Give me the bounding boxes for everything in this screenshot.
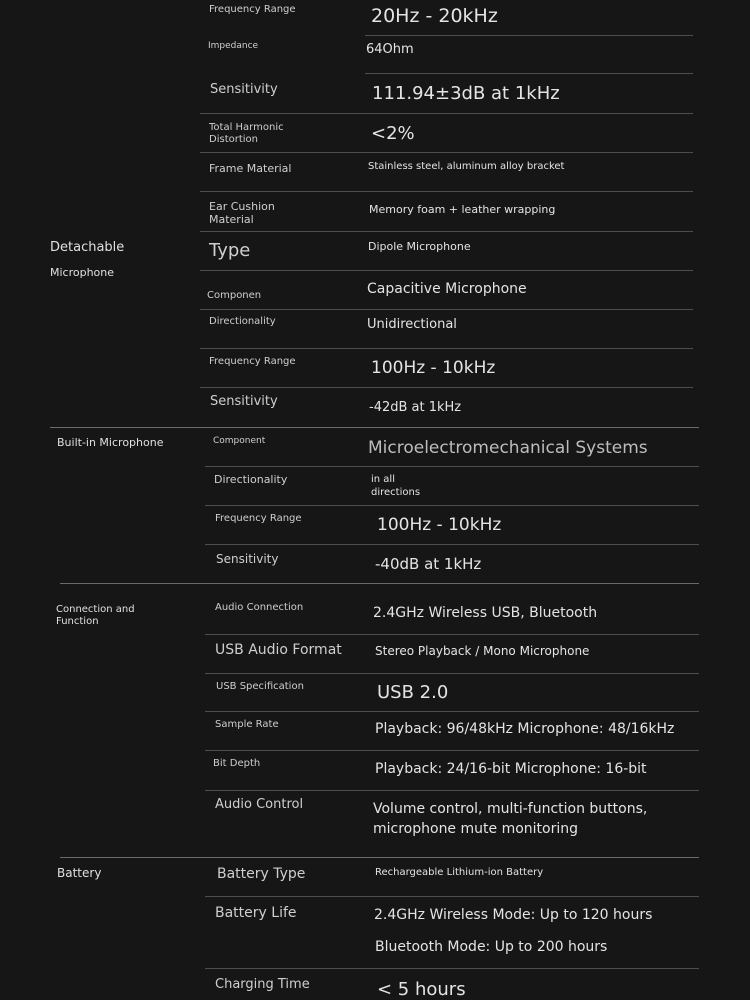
label-ear-cushion-line2: Material xyxy=(209,213,254,226)
row-divider xyxy=(365,35,693,36)
label-bm-directionality: Directionality xyxy=(214,473,288,486)
value-usb-audio-format: Stereo Playback / Mono Microphone xyxy=(375,644,590,658)
section-built-in-microphone: Built-in Microphone xyxy=(57,436,164,449)
section-detachable-microphone-line1: Detachable xyxy=(50,240,125,255)
section-divider xyxy=(50,427,699,428)
row-divider xyxy=(200,152,693,153)
value-bm-component: Microelectromechanical Systems xyxy=(368,438,648,458)
label-battery-type: Battery Type xyxy=(217,866,306,882)
value-bm-frequency-range: 100Hz - 10kHz xyxy=(377,515,502,535)
row-divider xyxy=(205,896,699,897)
value-ear-cushion: Memory foam + leather wrapping xyxy=(369,203,556,216)
value-charging-time: < 5 hours xyxy=(377,979,466,1000)
section-divider xyxy=(60,857,699,858)
label-dm-directionality: Directionality xyxy=(209,316,276,327)
row-divider xyxy=(200,191,693,192)
row-divider xyxy=(205,466,699,467)
label-bm-sensitivity: Sensitivity xyxy=(216,552,279,566)
value-bm-directionality-line1: in all xyxy=(371,474,395,485)
value-dm-frequency-range: 100Hz - 10kHz xyxy=(371,358,496,378)
row-divider xyxy=(200,348,693,349)
label-sample-rate: Sample Rate xyxy=(215,719,279,730)
value-thd: <2% xyxy=(371,123,415,144)
label-battery-life: Battery Life xyxy=(215,905,297,921)
value-audio-control-line1: Volume control, multi-function buttons, xyxy=(373,801,648,817)
value-bm-sensitivity: -40dB at 1kHz xyxy=(375,555,482,573)
value-sensitivity: 111.94±3dB at 1kHz xyxy=(372,83,560,104)
row-divider xyxy=(205,673,699,674)
row-divider xyxy=(205,790,699,791)
row-divider xyxy=(205,544,699,545)
value-bit-depth: Playback: 24/16-bit Microphone: 16-bit xyxy=(375,761,647,777)
label-audio-control: Audio Control xyxy=(215,797,304,812)
value-battery-type: Rechargeable Lithium-ion Battery xyxy=(375,867,544,878)
label-thd-line1: Total Harmonic xyxy=(209,122,284,133)
value-sample-rate: Playback: 96/48kHz Microphone: 48/16kHz xyxy=(375,721,675,737)
row-divider xyxy=(205,634,699,635)
section-connection-function-line1: Connection and xyxy=(56,604,135,615)
value-dm-sensitivity: -42dB at 1kHz xyxy=(369,400,462,415)
label-frequency-range: Frequency Range xyxy=(209,4,296,15)
label-bit-depth: Bit Depth xyxy=(213,758,261,769)
label-frame-material: Frame Material xyxy=(209,162,292,175)
label-dm-frequency-range: Frequency Range xyxy=(209,356,296,367)
value-battery-life-line1: 2.4GHz Wireless Mode: Up to 120 hours xyxy=(374,907,653,923)
label-bm-component: Component xyxy=(213,436,266,446)
row-divider xyxy=(200,231,693,232)
row-divider xyxy=(205,968,699,969)
value-impedance: 64Ohm xyxy=(366,42,414,57)
value-audio-control-line2: microphone mute monitoring xyxy=(373,821,578,837)
value-dm-directionality: Unidirectional xyxy=(367,317,457,332)
row-divider xyxy=(205,711,699,712)
row-divider xyxy=(200,270,693,271)
row-divider xyxy=(200,113,693,114)
row-divider xyxy=(205,750,699,751)
value-dm-component: Capacitive Microphone xyxy=(367,281,527,297)
label-usb-audio-format: USB Audio Format xyxy=(215,642,342,658)
value-battery-life-line2: Bluetooth Mode: Up to 200 hours xyxy=(375,939,608,955)
section-detachable-microphone-line2: Microphone xyxy=(50,266,115,279)
label-charging-time: Charging Time xyxy=(215,977,310,992)
label-dm-type: Type xyxy=(209,240,251,261)
section-battery: Battery xyxy=(57,866,102,880)
value-bm-directionality-line2: directions xyxy=(371,487,421,498)
value-usb-specification: USB 2.0 xyxy=(377,682,449,703)
section-connection-function-line2: Function xyxy=(56,616,99,627)
value-frame-material: Stainless steel, aluminum alloy bracket xyxy=(368,161,565,172)
row-divider xyxy=(365,73,693,74)
label-dm-sensitivity: Sensitivity xyxy=(210,394,278,409)
row-divider xyxy=(200,387,693,388)
label-thd-line2: Distortion xyxy=(209,134,258,145)
row-divider xyxy=(200,309,693,310)
label-audio-connection: Audio Connection xyxy=(215,602,304,613)
label-bm-frequency-range: Frequency Range xyxy=(215,513,302,524)
row-divider xyxy=(205,505,699,506)
label-dm-component: Componen xyxy=(207,290,262,301)
label-ear-cushion-line1: Ear Cushion xyxy=(209,200,275,213)
value-audio-connection: 2.4GHz Wireless USB, Bluetooth xyxy=(373,605,598,621)
value-dm-type: Dipole Microphone xyxy=(368,240,471,253)
label-usb-specification: USB Specification xyxy=(216,681,304,692)
label-sensitivity: Sensitivity xyxy=(210,82,278,97)
value-frequency-range: 20Hz - 20kHz xyxy=(371,5,498,27)
label-impedance: Impedance xyxy=(208,41,259,51)
section-divider xyxy=(60,583,699,584)
